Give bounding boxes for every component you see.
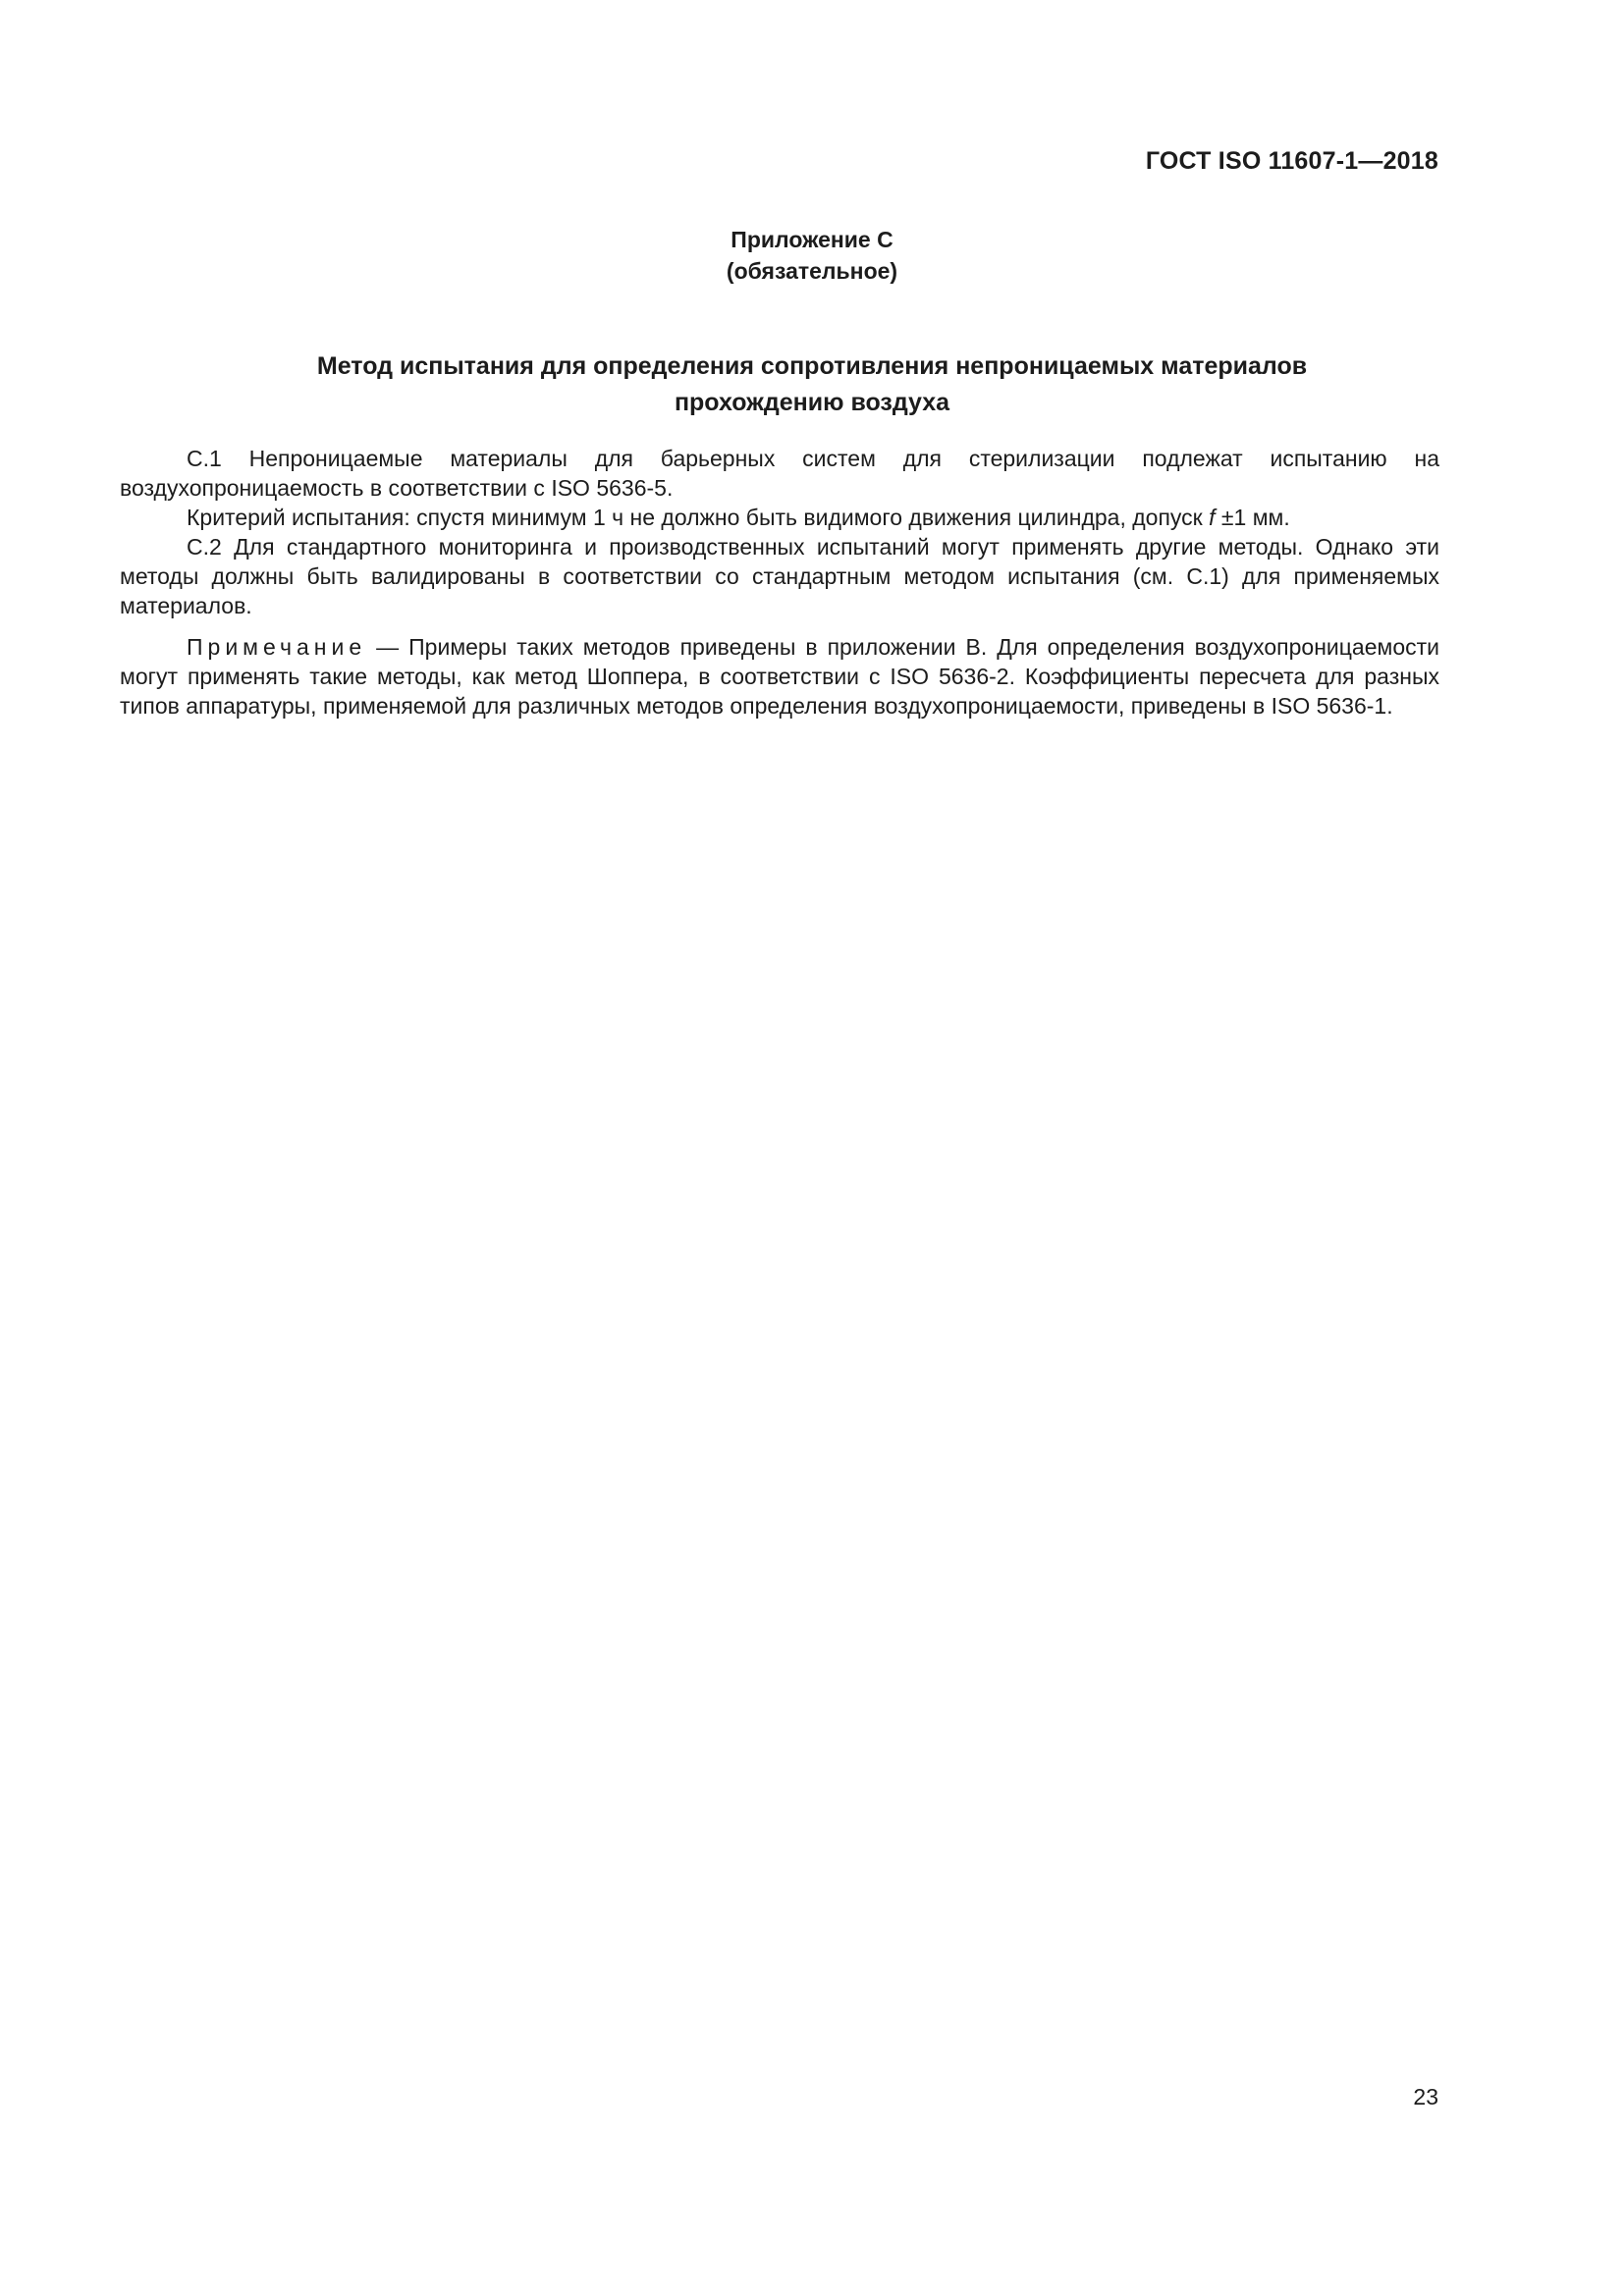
paragraph-c1: С.1 Непроницаемые материалы для барьерных систем для стерилизации подлежат испытанию на воздухопроницаемость в соответствии с ISO 5636-5. [120,446,1439,501]
paragraph-c2: С.2 Для стандартного мониторинга и производственных испытаний могут применять другие методы. Однако эти методы должны быть валидированы в соответствии со стандартным методом испытания (см. С.1) для применяемых материалов. [120,534,1439,618]
note-paragraph [120,632,1439,721]
document-code: ГОСТ ISO 11607-1—2018 [1145,147,1438,175]
annex-status: (обязательное) [726,258,898,284]
note-label: Примечание [187,634,367,660]
annex-title [0,348,1624,421]
annex-heading [0,224,1624,287]
paragraph-criterion [120,503,1439,532]
annex-title-line-1: Метод испытания для определения сопротивления непроницаемых материалов [316,352,1308,380]
body-text [120,444,1439,721]
criterion-symbol: f [1209,505,1216,530]
page-number: 23 [1413,2084,1438,2109]
note-text: — Примеры таких методов приведены в приложении В. Для определения воздухопроницаемости могут применять такие методы, как метод Шоппера, в соответствии с ISO 5636-2. Коэффициенты пересчета для разных типов аппаратуры, применяемой для различных методов определения воздухопроницаемости, приведены в ISO 5636-1. [120,634,1439,719]
criterion-suffix: ±1 мм. [1215,505,1290,530]
criterion-prefix: Критерий испытания: спустя минимум 1 ч не должно быть видимого движения цилиндра, допуск [187,505,1210,530]
annex-label: Приложение С [731,227,893,252]
annex-title-line-2: прохождению воздуха [674,389,950,416]
